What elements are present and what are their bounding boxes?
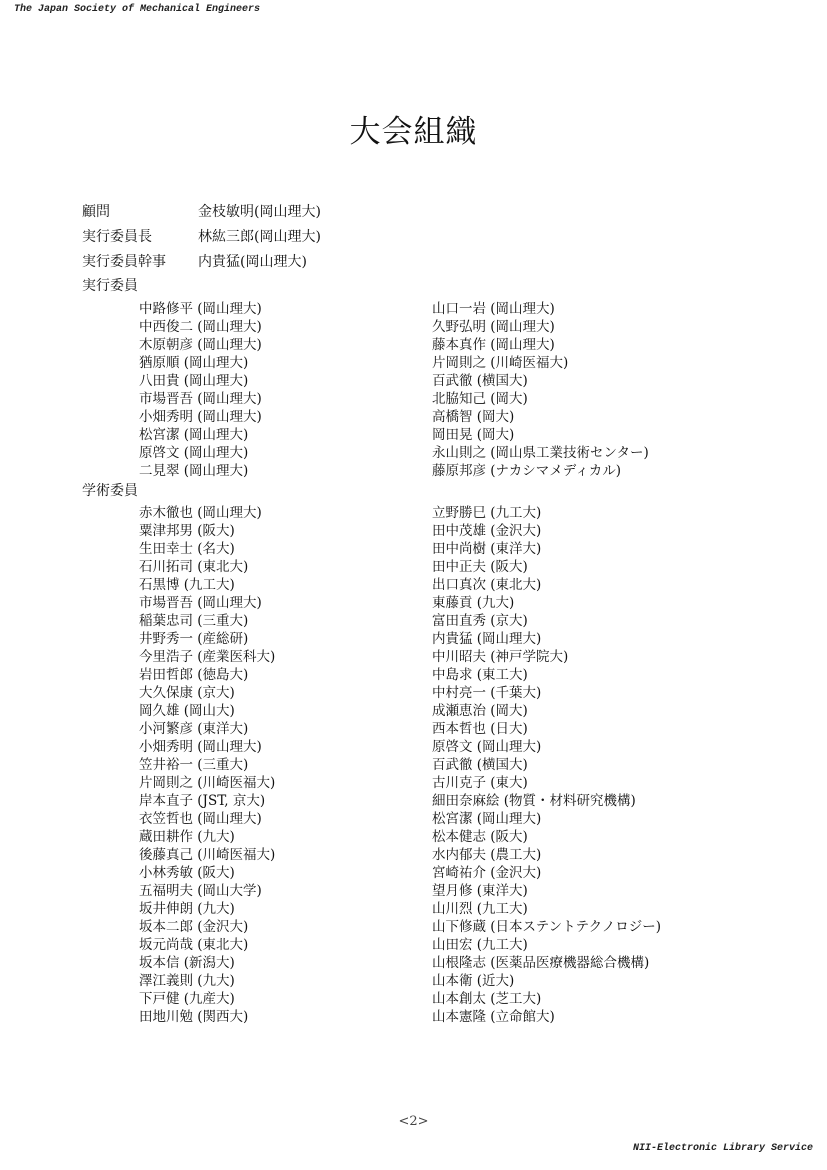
member-entry: 小畑秀明 (岡山理大) (139, 739, 262, 755)
member-entry: 小畑秀明 (岡山理大) (139, 409, 262, 425)
member-entry: 衣笠哲也 (岡山理大) (139, 811, 262, 827)
member-entry: 木原朝彦 (岡山理大) (139, 337, 262, 353)
academic-committee-left-column (139, 504, 429, 1026)
member-entry: 石黒博 (九工大) (139, 577, 235, 593)
role-advisor (82, 203, 321, 221)
role-label: 顧問 (82, 204, 110, 220)
member-entry: 坂元尚哉 (東北大) (139, 937, 249, 953)
member-entry: 望月修 (東洋大) (432, 883, 528, 899)
member-entry: 田中正夫 (阪大) (432, 559, 528, 575)
academic-committee-label: 学術委員 (82, 483, 138, 499)
member-entry: 富田直秀 (京大) (432, 613, 528, 629)
footer-note: NII-Electronic Library Service (632, 1143, 813, 1154)
member-entry: 原啓文 (岡山理大) (139, 445, 249, 461)
member-entry: 岸本直子 (JST, 京大) (139, 793, 266, 809)
member-entry: 立野勝巳 (九工大) (432, 505, 542, 521)
member-entry: 蔵田耕作 (九大) (139, 829, 235, 845)
member-entry: 山下修蔵 (日本ステントテクノロジー) (432, 919, 662, 935)
member-entry: 藤原邦彦 (ナカシマメディカル) (432, 463, 621, 479)
member-entry: 高橋智 (岡大) (432, 409, 515, 425)
member-entry: 西本哲也 (日大) (432, 721, 528, 737)
member-entry: 東藤貢 (九大) (432, 595, 515, 611)
member-entry: 坂本信 (新潟大) (139, 955, 235, 971)
member-entry: 五福明夫 (岡山大学) (139, 883, 262, 899)
member-entry: 山田宏 (九工大) (432, 937, 528, 953)
member-entry: 山本憲隆 (立命館大) (432, 1009, 555, 1025)
member-entry: 八田貴 (岡山理大) (139, 373, 249, 389)
member-entry: 市場晋吾 (岡山理大) (139, 595, 262, 611)
member-entry: 生田幸士 (名大) (139, 541, 235, 557)
member-entry: 坂本二郎 (金沢大) (139, 919, 249, 935)
member-entry: 岡久雄 (岡山大) (139, 703, 235, 719)
member-entry: 稲葉忠司 (三重大) (139, 613, 249, 629)
member-entry: 田地川勉 (関西大) (139, 1009, 249, 1025)
page-number: <2> (398, 1114, 429, 1129)
role-name: 金枝敏明(岡山理大) (198, 204, 321, 220)
member-entry: 百武徹 (横国大) (432, 373, 528, 389)
member-entry: 大久保康 (京大) (139, 685, 235, 701)
member-entry: 久野弘明 (岡山理大) (432, 319, 555, 335)
member-entry: 片岡則之 (川崎医福大) (139, 775, 276, 791)
member-entry: 猶原順 (岡山理大) (139, 355, 249, 371)
member-entry: 山本衛 (近大) (432, 973, 515, 989)
page-title: 大会組織 (349, 114, 478, 150)
member-entry: 坂井伸朗 (九大) (139, 901, 235, 917)
member-entry: 赤木徹也 (岡山理大) (139, 505, 262, 521)
member-entry: 中西俊二 (岡山理大) (139, 319, 262, 335)
member-entry: 小河繁彦 (東洋大) (139, 721, 249, 737)
role-secretary (82, 253, 307, 271)
academic-committee-right-column (432, 504, 722, 1026)
member-entry: 粟津邦男 (阪大) (139, 523, 235, 539)
member-entry: 松宮潔 (岡山理大) (432, 811, 542, 827)
member-entry: 内貴猛 (岡山理大) (432, 631, 542, 647)
member-entry: 岩田哲郎 (徳島大) (139, 667, 249, 683)
member-entry: 澤江義則 (九大) (139, 973, 235, 989)
member-entry: 百武徹 (横国大) (432, 757, 528, 773)
member-entry: 笠井裕一 (三重大) (139, 757, 249, 773)
role-label: 実行委員幹事 (82, 254, 166, 270)
member-entry: 松宮潔 (岡山理大) (139, 427, 249, 443)
member-entry: 中村亮一 (千葉大) (432, 685, 542, 701)
member-entry: 二見翠 (岡山理大) (139, 463, 249, 479)
member-entry: 中島求 (東工大) (432, 667, 528, 683)
member-entry: 市場晋吾 (岡山理大) (139, 391, 262, 407)
member-entry: 田中茂雄 (金沢大) (432, 523, 542, 539)
executive-committee-label: 実行委員 (82, 278, 138, 294)
role-name: 内貴猛(岡山理大) (198, 254, 307, 270)
member-entry: 中川昭夫 (神戸学院大) (432, 649, 569, 665)
member-entry: 山根隆志 (医薬品医療機器総合機構) (432, 955, 650, 971)
member-entry: 藤本真作 (岡山理大) (432, 337, 555, 353)
member-entry: 宮崎祐介 (金沢大) (432, 865, 542, 881)
member-entry: 中路修平 (岡山理大) (139, 301, 262, 317)
member-entry: 山本創太 (芝工大) (432, 991, 542, 1007)
member-entry: 下戸健 (九産大) (139, 991, 235, 1007)
role-name: 林紘三郎(岡山理大) (198, 229, 321, 245)
member-entry: 細田奈麻絵 (物質・材料研究機構) (432, 793, 636, 809)
member-entry: 田中尚樹 (東洋大) (432, 541, 542, 557)
role-chair (82, 228, 321, 246)
member-entry: 岡田晃 (岡大) (432, 427, 515, 443)
member-entry: 石川拓司 (東北大) (139, 559, 249, 575)
member-entry: 北脇知己 (岡大) (432, 391, 528, 407)
member-entry: 今里浩子 (産業医科大) (139, 649, 276, 665)
member-entry: 永山則之 (岡山県工業技術センター) (432, 445, 649, 461)
member-entry: 古川克子 (東大) (432, 775, 528, 791)
member-entry: 山川烈 (九工大) (432, 901, 528, 917)
header-note: The Japan Society of Mechanical Engineers (14, 4, 261, 15)
member-entry: 小林秀敏 (阪大) (139, 865, 235, 881)
member-entry: 片岡則之 (川崎医福大) (432, 355, 569, 371)
executive-committee-left-column (139, 300, 429, 480)
member-entry: 成瀬恵治 (岡大) (432, 703, 528, 719)
member-entry: 水内郁夫 (農工大) (432, 847, 542, 863)
role-label: 実行委員長 (82, 229, 152, 245)
member-entry: 出口真次 (東北大) (432, 577, 542, 593)
member-entry: 井野秀一 (産総研) (139, 631, 249, 647)
member-entry: 原啓文 (岡山理大) (432, 739, 542, 755)
member-entry: 松本健志 (阪大) (432, 829, 528, 845)
member-entry: 山口一岩 (岡山理大) (432, 301, 555, 317)
executive-committee-right-column (432, 300, 722, 480)
member-entry: 後藤真己 (川崎医福大) (139, 847, 276, 863)
